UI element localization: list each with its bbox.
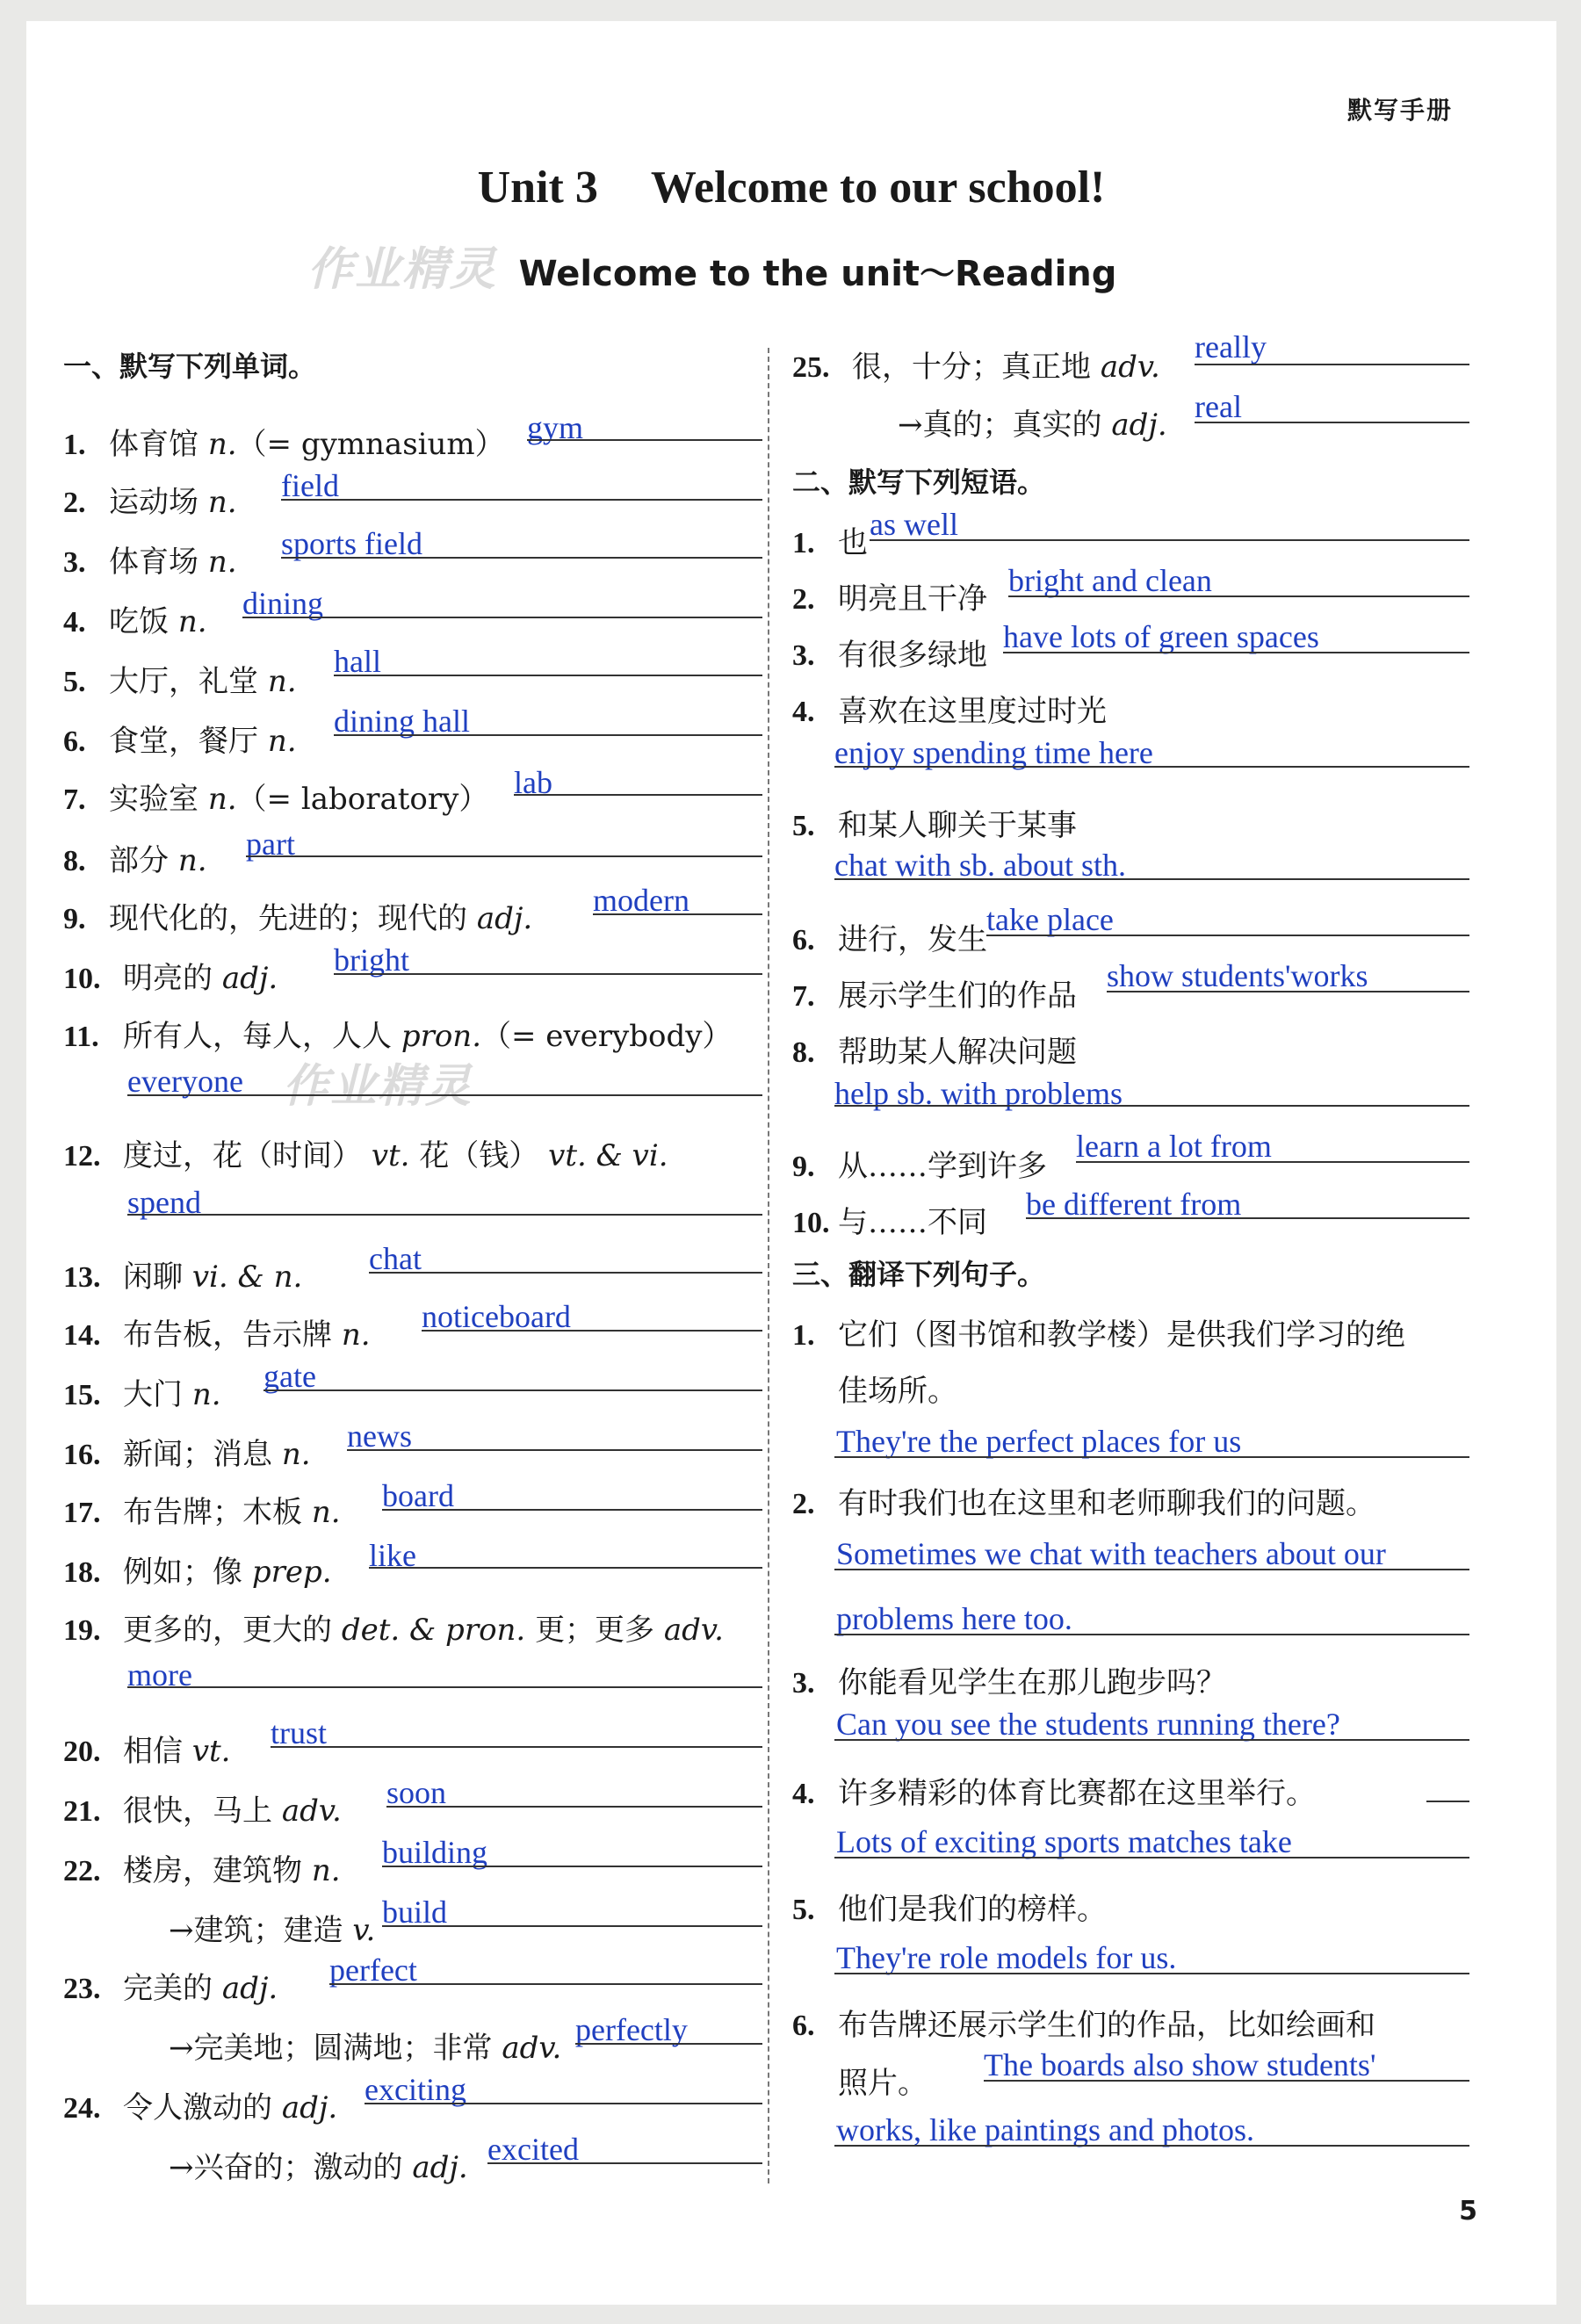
item-chinese: 相信 bbox=[123, 1734, 183, 1769]
item-number: 1. bbox=[792, 1319, 815, 1352]
item-chinese: 从……学到许多 bbox=[838, 1149, 1047, 1184]
phrase-prompt bbox=[792, 1142, 1047, 1185]
item-chinese: 大门 bbox=[123, 1377, 183, 1412]
item-number: 23. bbox=[63, 1973, 101, 2005]
section-heading: 二、默写下列短语。 bbox=[792, 466, 1046, 499]
answer-line bbox=[575, 2043, 762, 2045]
item-number: 1. bbox=[792, 527, 815, 559]
answer-line bbox=[834, 1973, 1469, 1974]
part-of-speech: n. bbox=[341, 1317, 371, 1353]
answer-line bbox=[365, 2103, 762, 2104]
item-number: 4. bbox=[792, 696, 815, 728]
answer-text[interactable]: show students'works bbox=[1107, 958, 1368, 993]
answer-text[interactable]: chat with sb. about sth. bbox=[834, 848, 1126, 883]
watermark-logo: 作业精灵 bbox=[283, 1060, 473, 1113]
part-of-speech: adj. bbox=[221, 1971, 278, 2006]
item-chinese: 部分 bbox=[109, 843, 169, 878]
answer-text[interactable]: Can you see the students running there? bbox=[836, 1707, 1340, 1742]
part-of-speech: adv. bbox=[1100, 350, 1160, 385]
item-chinese: 许多精彩的体育比赛都在这里举行。 bbox=[838, 1776, 1316, 1811]
vocab-prompt bbox=[63, 1786, 342, 1830]
item-chinese: 很快，马上 bbox=[123, 1794, 272, 1829]
vocab-prompt bbox=[63, 1131, 668, 1174]
part-of-speech: n. bbox=[177, 843, 207, 878]
part-of-speech: vi. & n. bbox=[191, 1259, 303, 1295]
item-number: 25. bbox=[792, 351, 830, 384]
item-chinese: 运动场 bbox=[109, 485, 199, 520]
part-of-speech: n. bbox=[267, 664, 297, 699]
sentence-prompt bbox=[792, 1769, 1316, 1812]
item-chinese: 令人激动的 bbox=[123, 2090, 272, 2126]
answer-text[interactable]: real bbox=[1195, 389, 1242, 424]
vocab-prompt bbox=[123, 2143, 468, 2186]
item-number: 8. bbox=[792, 1036, 815, 1069]
answer-text[interactable]: like bbox=[369, 1538, 416, 1573]
workbook-page bbox=[26, 21, 1556, 2305]
answer-line bbox=[870, 539, 1469, 541]
item-number: 9. bbox=[63, 903, 86, 935]
answer-line bbox=[382, 1925, 762, 1927]
answer-line bbox=[1008, 595, 1469, 597]
vocab-prompt bbox=[63, 1488, 341, 1531]
answer-text[interactable]: trust bbox=[271, 1715, 328, 1750]
vocab-prompt bbox=[123, 1906, 375, 1949]
vocab-prompt bbox=[63, 478, 237, 521]
answer-text[interactable]: have lots of green spaces bbox=[1003, 619, 1319, 654]
answer-text[interactable]: gate bbox=[264, 1359, 316, 1394]
answer-line bbox=[593, 913, 762, 915]
answer-line bbox=[834, 1857, 1469, 1858]
vocab-prompt bbox=[63, 1430, 311, 1473]
part-of-speech: prep. bbox=[251, 1555, 332, 1590]
item-chinese: 进行，发生 bbox=[838, 922, 987, 957]
vocab-prompt bbox=[63, 717, 297, 760]
item-chinese: 实验室 bbox=[109, 782, 199, 817]
item-number: 4. bbox=[792, 1778, 815, 1810]
item-chinese: 例如；像 bbox=[123, 1555, 242, 1590]
answer-line bbox=[281, 499, 762, 501]
item-number: 9. bbox=[792, 1151, 815, 1183]
item-number: 6. bbox=[63, 725, 86, 758]
answer-text[interactable]: modern bbox=[593, 883, 689, 918]
vocab-prompt bbox=[63, 775, 488, 818]
answer-text[interactable]: excited bbox=[487, 2132, 579, 2167]
item-chinese: 和某人聊关于某事 bbox=[838, 808, 1077, 843]
vocab-prompt bbox=[63, 538, 237, 581]
phrase-prompt bbox=[792, 915, 987, 958]
item-number: 6. bbox=[792, 924, 815, 956]
item-chinese: 大厅，礼堂 bbox=[109, 664, 258, 699]
answer-line bbox=[834, 766, 1469, 768]
column-divider bbox=[768, 348, 769, 2183]
answer-line bbox=[527, 439, 762, 441]
item-number: 4. bbox=[63, 606, 86, 639]
item-number: 8. bbox=[63, 845, 86, 877]
part-of-speech: n. bbox=[207, 782, 237, 817]
answer-text[interactable]: perfect bbox=[329, 1952, 417, 1988]
answer-line bbox=[834, 2145, 1469, 2147]
answer-line bbox=[127, 1094, 762, 1096]
item-chinese-2: 花（钱） bbox=[419, 1138, 539, 1173]
section-heading: 一、默写下列单词。 bbox=[63, 350, 317, 383]
part-of-speech: n. bbox=[207, 427, 237, 462]
item-chinese: →完美地；圆满地；非常 bbox=[169, 2031, 493, 2066]
item-chinese: 有时我们也在这里和老师聊我们的问题。 bbox=[838, 1486, 1375, 1521]
item-chinese: 新闻；消息 bbox=[123, 1437, 272, 1472]
part-of-speech: adj. bbox=[412, 2150, 468, 2185]
answer-text[interactable]: build bbox=[382, 1895, 448, 1930]
part-of-speech: n. bbox=[207, 545, 237, 580]
item-number: 10. bbox=[792, 1207, 830, 1239]
part-of-speech: adv. bbox=[281, 1794, 342, 1829]
answer-text[interactable]: gym bbox=[527, 410, 584, 445]
sentence-prompt bbox=[792, 2001, 1375, 2044]
phrase-prompt bbox=[792, 801, 1077, 844]
part-of-speech: adj. bbox=[281, 2090, 338, 2126]
item-chinese: 明亮且干净 bbox=[838, 581, 987, 617]
vocab-prompt bbox=[63, 1846, 341, 1889]
item-number: 12. bbox=[63, 1140, 101, 1173]
part-of-speech: det. & pron. bbox=[341, 1613, 526, 1648]
part-of-speech: vt. bbox=[191, 1734, 231, 1769]
item-number: 2. bbox=[63, 487, 86, 519]
answer-text[interactable]: bright and clean bbox=[1008, 563, 1212, 598]
item-number: 19. bbox=[63, 1614, 101, 1647]
answer-line bbox=[127, 1686, 762, 1688]
section-heading: 三、翻译下列句子。 bbox=[792, 1258, 1046, 1291]
part-of-speech: adj. bbox=[221, 961, 278, 996]
answer-text[interactable]: chat bbox=[369, 1241, 422, 1276]
answer-line bbox=[127, 1214, 762, 1216]
item-number: 3. bbox=[63, 546, 86, 579]
answer-text[interactable]: noticeboard bbox=[422, 1299, 571, 1334]
vocab-prompt bbox=[63, 1606, 724, 1649]
part-of-speech-2: vt. & vi. bbox=[548, 1138, 668, 1173]
part-of-speech-2: adv. bbox=[663, 1613, 724, 1648]
answer-text[interactable]: help sb. with problems bbox=[834, 1076, 1123, 1111]
answer-text[interactable]: as well bbox=[870, 507, 958, 542]
answer-line bbox=[514, 794, 762, 796]
answer-line bbox=[271, 1746, 762, 1748]
answer-line bbox=[334, 973, 762, 975]
answer-text[interactable]: perfectly bbox=[575, 2012, 688, 2047]
item-chinese: 食堂，餐厅 bbox=[109, 724, 258, 759]
item-number: 7. bbox=[63, 783, 86, 816]
sentence-prompt bbox=[792, 1310, 1405, 1353]
answer-line bbox=[369, 1567, 762, 1569]
answer-line bbox=[834, 1569, 1469, 1570]
vocab-prompt bbox=[123, 2024, 561, 2067]
answer-text[interactable]: dining bbox=[242, 586, 324, 621]
item-chinese: 他们是我们的榜样。 bbox=[838, 1892, 1107, 1927]
item-number: 22. bbox=[63, 1855, 101, 1887]
vocab-prompt bbox=[63, 1310, 371, 1353]
answer-line bbox=[281, 557, 762, 559]
phrase-prompt bbox=[792, 518, 868, 561]
answer-text[interactable]: dining hall bbox=[334, 704, 470, 739]
answer-line bbox=[347, 1449, 762, 1451]
item-chinese: 楼房，建筑物 bbox=[123, 1853, 302, 1888]
item-number: 18. bbox=[63, 1556, 101, 1589]
vocab-prompt bbox=[63, 1548, 332, 1591]
item-chinese: 所有人，每人，人人 bbox=[123, 1019, 392, 1054]
item-number: 2. bbox=[792, 583, 815, 616]
sentence-prompt bbox=[792, 1658, 1226, 1701]
item-number: 3. bbox=[792, 639, 815, 672]
item-number: 20. bbox=[63, 1736, 101, 1768]
answer-line bbox=[242, 617, 762, 618]
item-chinese: 它们（图书馆和教学楼）是供我们学习的绝 bbox=[838, 1317, 1405, 1353]
item-number: 24. bbox=[63, 2092, 101, 2125]
item-chinese: 体育馆 bbox=[109, 427, 199, 462]
item-chinese: →兴奋的；激动的 bbox=[169, 2150, 403, 2185]
answer-text[interactable]: building bbox=[382, 1835, 488, 1870]
item-number: 17. bbox=[63, 1497, 101, 1529]
phrase-prompt bbox=[792, 1028, 1077, 1071]
answer-line bbox=[334, 675, 762, 676]
part-of-speech: vt. bbox=[371, 1138, 410, 1173]
item-chinese: 有很多绿地 bbox=[838, 638, 987, 673]
answer-text[interactable]: They're role models for us. bbox=[836, 1940, 1177, 1975]
answer-line bbox=[382, 1866, 762, 1867]
answer-text[interactable]: everyone bbox=[127, 1064, 243, 1099]
vocab-prompt bbox=[852, 401, 1167, 444]
answer-line bbox=[246, 855, 762, 857]
item-chinese-cont: 照片。 bbox=[838, 2066, 928, 2101]
part-of-speech: adj. bbox=[476, 901, 533, 936]
vocab-prompt bbox=[63, 657, 297, 700]
vocab-prompt bbox=[63, 2083, 337, 2126]
answer-line bbox=[264, 1389, 762, 1391]
answer-text[interactable]: sports field bbox=[281, 526, 422, 561]
phrase-prompt bbox=[792, 687, 1107, 730]
answer-text[interactable]: learn a lot from bbox=[1076, 1129, 1272, 1164]
phrase-prompt bbox=[792, 631, 987, 674]
answer-text[interactable]: really bbox=[1195, 329, 1267, 364]
answer-line bbox=[1107, 991, 1469, 992]
answer-line bbox=[984, 2080, 1469, 2082]
answer-text[interactable]: works, like paintings and photos. bbox=[836, 2112, 1254, 2147]
item-chinese: 明亮的 bbox=[123, 961, 213, 996]
answer-line bbox=[986, 935, 1469, 936]
item-note: （= everybody） bbox=[481, 1019, 733, 1054]
item-number: 7. bbox=[792, 980, 815, 1013]
item-chinese: 体育场 bbox=[109, 545, 199, 580]
answer-line bbox=[1076, 1161, 1469, 1163]
phrase-prompt bbox=[792, 574, 987, 617]
item-chinese: 布告板，告示牌 bbox=[123, 1317, 332, 1353]
part-of-speech: v. bbox=[352, 1913, 376, 1948]
item-number: 15. bbox=[63, 1379, 101, 1411]
part-of-speech: adv. bbox=[502, 2031, 562, 2066]
answer-text[interactable]: They're the perfect places for us bbox=[836, 1424, 1242, 1459]
vocab-prompt bbox=[63, 836, 207, 879]
item-chinese: 喜欢在这里度过时光 bbox=[838, 694, 1107, 729]
vocab-prompt bbox=[63, 1252, 302, 1296]
answer-line bbox=[386, 1806, 762, 1808]
answer-line bbox=[1003, 652, 1469, 653]
header-tag: 默写手册 bbox=[1346, 96, 1453, 125]
item-number: 2. bbox=[792, 1488, 815, 1520]
part-of-speech: adj. bbox=[1111, 408, 1167, 443]
part-of-speech: n. bbox=[207, 485, 237, 520]
item-number: 13. bbox=[63, 1261, 101, 1294]
item-chinese: →真的；真实的 bbox=[898, 408, 1102, 443]
answer-line bbox=[382, 1509, 762, 1511]
answer-text[interactable]: take place bbox=[986, 902, 1114, 937]
item-number: 11. bbox=[63, 1021, 99, 1053]
answer-text[interactable]: hall bbox=[334, 644, 381, 679]
answer-text[interactable]: exciting bbox=[365, 2072, 466, 2107]
item-chinese: 布告牌还展示学生们的作品，比如绘画和 bbox=[838, 2008, 1375, 2043]
answer-text[interactable]: Lots of exciting sports matches take bbox=[836, 1824, 1292, 1859]
item-chinese: 更多的，更大的 bbox=[123, 1613, 332, 1648]
answer-text[interactable]: problems here too. bbox=[836, 1601, 1072, 1636]
answer-line bbox=[1026, 1217, 1469, 1219]
vocab-prompt bbox=[63, 1727, 231, 1770]
watermark-logo: 作业精灵 bbox=[307, 243, 498, 296]
unit-title bbox=[26, 162, 1556, 213]
item-number: 5. bbox=[63, 666, 86, 698]
answer-text[interactable]: soon bbox=[386, 1775, 447, 1810]
answer-text[interactable]: part bbox=[246, 826, 295, 862]
part-of-speech: n. bbox=[311, 1495, 341, 1530]
item-chinese: 展示学生们的作品 bbox=[838, 978, 1077, 1014]
answer-text[interactable]: enjoy spending time here bbox=[834, 735, 1153, 770]
answer-line bbox=[1195, 422, 1469, 423]
answer-text[interactable]: lab bbox=[514, 765, 552, 800]
item-number: 21. bbox=[63, 1795, 101, 1828]
phrase-prompt bbox=[792, 1198, 987, 1241]
part-of-speech: n. bbox=[177, 604, 207, 639]
item-note: （= laboratory） bbox=[236, 782, 489, 817]
answer-line bbox=[329, 1983, 762, 1985]
page-number: 5 bbox=[1459, 2196, 1477, 2227]
item-chinese: 很，十分；真正地 bbox=[852, 350, 1091, 385]
answer-line bbox=[1426, 1801, 1469, 1802]
item-number: 14. bbox=[63, 1319, 101, 1352]
vocab-prompt bbox=[63, 420, 505, 463]
unit-number: Unit 3 bbox=[477, 162, 598, 213]
answer-text[interactable]: field bbox=[281, 468, 339, 503]
item-number: 3. bbox=[792, 1667, 815, 1700]
item-chinese: 闲聊 bbox=[123, 1259, 183, 1295]
section-subtitle: Welcome to the unit～Reading bbox=[518, 254, 1117, 294]
part-of-speech: n. bbox=[281, 1437, 311, 1472]
vocab-prompt bbox=[63, 894, 532, 937]
item-chinese: 现代化的，先进的；现代的 bbox=[109, 901, 467, 936]
answer-text[interactable]: more bbox=[127, 1657, 192, 1692]
vocab-prompt bbox=[63, 1012, 732, 1055]
answer-line bbox=[834, 1739, 1469, 1741]
answer-text[interactable]: bright bbox=[334, 942, 409, 978]
item-chinese: →建筑；建造 bbox=[169, 1913, 343, 1948]
item-chinese: 与……不同 bbox=[838, 1205, 987, 1240]
part-of-speech: n. bbox=[311, 1853, 341, 1888]
part-of-speech: pron. bbox=[401, 1019, 482, 1054]
item-chinese-2: 更；更多 bbox=[535, 1613, 655, 1648]
vocab-prompt bbox=[792, 343, 1160, 386]
answer-text[interactable]: spend bbox=[127, 1185, 201, 1220]
item-number: 5. bbox=[792, 810, 815, 842]
vocab-prompt bbox=[63, 1370, 221, 1413]
item-number: 1. bbox=[63, 429, 86, 461]
answer-text[interactable]: board bbox=[382, 1478, 454, 1513]
answer-text[interactable]: Sometimes we chat with teachers about our bbox=[836, 1536, 1386, 1571]
answer-line bbox=[369, 1272, 762, 1274]
answer-text[interactable]: be different from bbox=[1026, 1187, 1242, 1222]
answer-line bbox=[834, 1634, 1469, 1635]
answer-line bbox=[834, 1456, 1469, 1458]
sentence-prompt bbox=[792, 1479, 1375, 1522]
vocab-prompt bbox=[63, 597, 207, 640]
part-of-speech: n. bbox=[191, 1377, 221, 1412]
item-chinese: 你能看见学生在那儿跑步吗？ bbox=[838, 1665, 1226, 1700]
answer-line bbox=[334, 734, 762, 736]
item-chinese: 度过，花（时间） bbox=[123, 1138, 362, 1173]
unit-name: Welcome to our school! bbox=[650, 162, 1106, 213]
item-chinese: 也 bbox=[838, 525, 868, 560]
item-chinese: 吃饭 bbox=[109, 604, 169, 639]
item-chinese: 布告牌；木板 bbox=[123, 1495, 302, 1530]
vocab-prompt bbox=[63, 954, 278, 997]
item-chinese: 帮助某人解决问题 bbox=[838, 1035, 1077, 1070]
answer-line bbox=[487, 2162, 762, 2164]
item-chinese-cont: 佳场所。 bbox=[838, 1374, 957, 1409]
answer-line bbox=[1195, 364, 1469, 365]
part-of-speech: n. bbox=[267, 724, 297, 759]
item-number: 10. bbox=[63, 963, 101, 995]
answer-text[interactable]: The boards also show students' bbox=[984, 2047, 1376, 2082]
vocab-prompt bbox=[63, 1964, 278, 2007]
answer-text[interactable]: news bbox=[347, 1418, 412, 1454]
answer-line bbox=[834, 1105, 1469, 1107]
answer-line bbox=[422, 1330, 762, 1332]
item-number: 16. bbox=[63, 1439, 101, 1471]
sentence-prompt bbox=[792, 1885, 1107, 1928]
phrase-prompt bbox=[792, 971, 1077, 1014]
answer-line bbox=[834, 878, 1469, 880]
item-note: （= gymnasium） bbox=[236, 427, 505, 462]
item-chinese: 完美的 bbox=[123, 1971, 213, 2006]
item-number: 6. bbox=[792, 2010, 815, 2042]
item-number: 5. bbox=[792, 1894, 815, 1926]
